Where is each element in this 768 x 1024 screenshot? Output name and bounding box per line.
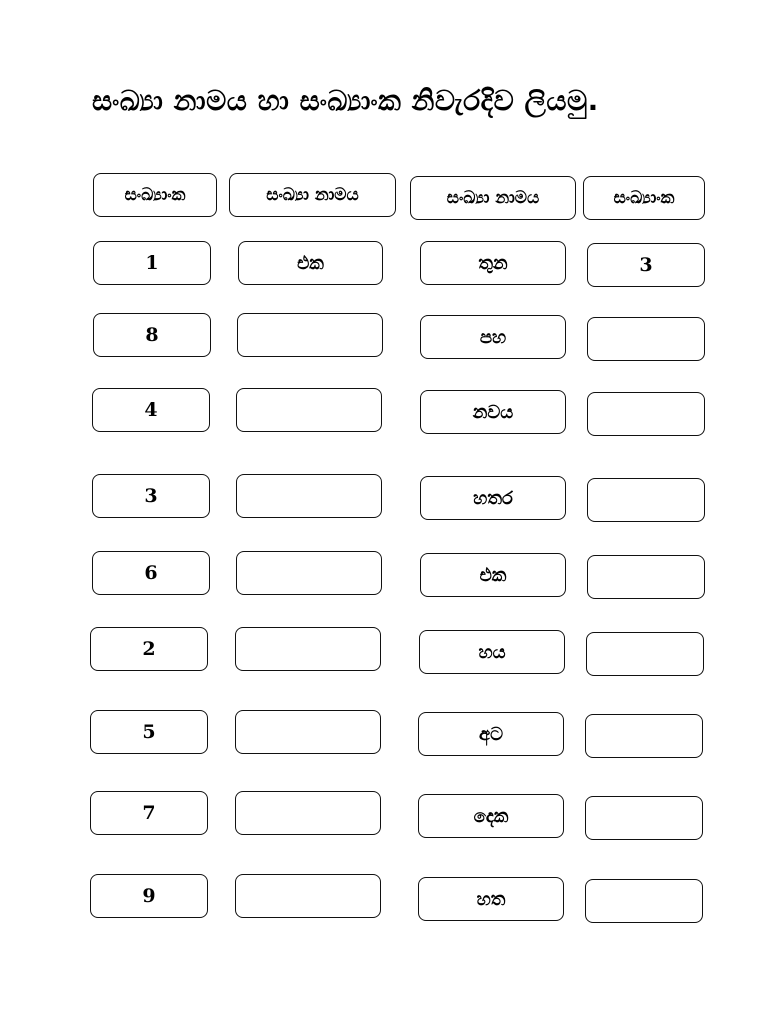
- right-numeral-answer-box[interactable]: [587, 555, 705, 599]
- left-name-answer-box[interactable]: [236, 474, 382, 518]
- left-numeral-cell: 7: [90, 791, 208, 835]
- left-name-cell: එක: [238, 241, 383, 285]
- left-numeral-cell: 9: [90, 874, 208, 918]
- left-name-answer-box[interactable]: [237, 313, 383, 357]
- right-name-cell: හත: [418, 877, 564, 921]
- header-left-name: සංඛ්‍යා නාමය: [229, 173, 396, 217]
- header-right-name: සංඛ්‍යා නාමය: [410, 176, 576, 220]
- right-name-cell: හය: [419, 630, 565, 674]
- right-name-cell: පහ: [420, 315, 566, 359]
- right-numeral-answer-box[interactable]: [585, 879, 703, 923]
- left-name-answer-box[interactable]: [235, 874, 381, 918]
- right-numeral-answer-box[interactable]: [587, 317, 705, 361]
- right-numeral-answer-box[interactable]: [587, 478, 705, 522]
- left-numeral-cell: 6: [92, 551, 210, 595]
- left-name-answer-box[interactable]: [235, 791, 381, 835]
- header-left-numeral: සංඛ්‍යාංක: [93, 173, 217, 217]
- left-numeral-cell: 1: [93, 241, 211, 285]
- left-numeral-cell: 4: [92, 388, 210, 432]
- left-numeral-cell: 5: [90, 710, 208, 754]
- header-right-numeral: සංඛ්‍යාංක: [583, 176, 705, 220]
- right-numeral-answer-box[interactable]: [586, 632, 704, 676]
- right-numeral-answer-box[interactable]: [587, 392, 705, 436]
- right-name-cell: දෙක: [418, 794, 564, 838]
- right-numeral-answer-box[interactable]: [585, 796, 703, 840]
- left-numeral-cell: 3: [92, 474, 210, 518]
- right-name-cell: හතර: [420, 476, 566, 520]
- left-name-answer-box[interactable]: [235, 627, 381, 671]
- right-name-cell: අට: [418, 712, 564, 756]
- worksheet-title: සංඛ්‍යා නාමය හා සංඛ්‍යාංක නිවැරදිව ලියමු.: [92, 84, 599, 117]
- left-numeral-cell: 8: [93, 313, 211, 357]
- right-numeral-cell: 3: [587, 243, 705, 287]
- left-name-answer-box[interactable]: [236, 551, 382, 595]
- right-name-cell: නවය: [420, 390, 566, 434]
- right-numeral-answer-box[interactable]: [585, 714, 703, 758]
- left-numeral-cell: 2: [90, 627, 208, 671]
- left-name-answer-box[interactable]: [236, 388, 382, 432]
- right-name-cell: එක: [420, 553, 566, 597]
- left-name-answer-box[interactable]: [235, 710, 381, 754]
- right-name-cell: තුන: [420, 241, 566, 285]
